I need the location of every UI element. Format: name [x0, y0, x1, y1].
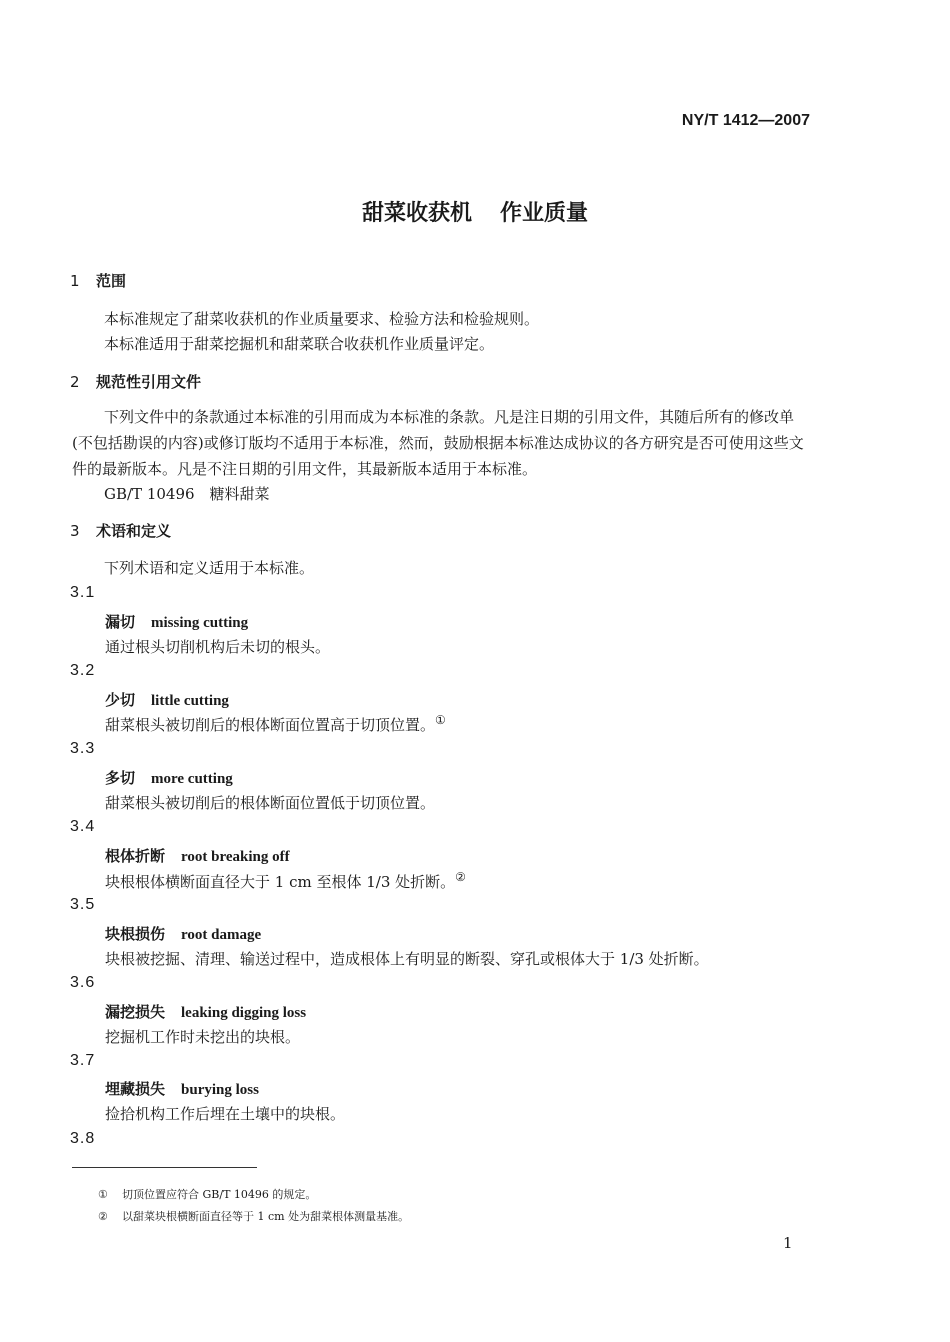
page-number: 1 [783, 1234, 793, 1252]
document-title [0, 196, 950, 227]
term-definition: 挖掘机工作时未挖出的块根。 [105, 1028, 301, 1046]
term-heading: 块根损伤 root damage [105, 925, 262, 943]
term-heading: 多切 more cutting [105, 769, 233, 787]
section-1-paragraph-2: 本标准适用于甜菜挖掘机和甜菜联合收获机作业质量评定。 [104, 335, 495, 353]
footnote: ① 切顶位置应符合 GB/T 10496 的规定。 [98, 1188, 317, 1201]
term-heading: 埋藏损失 burying loss [105, 1080, 259, 1098]
clause-number: 3.3 [70, 740, 96, 757]
title-part-2: 作业质量 [500, 201, 589, 226]
term-definition: 通过根头切削机构后未切的根头。 [105, 638, 331, 656]
term-heading: 少切 little cutting [105, 691, 229, 709]
term-heading: 根体折断 root breaking off [105, 847, 290, 865]
term-definition: 块根根体横断面直径大于 1 cm 至根体 1/3 处折断。② [105, 870, 466, 891]
term-heading: 漏切 missing cutting [105, 613, 249, 631]
clause-number: 3.2 [70, 662, 96, 679]
clause-number: 3.7 [70, 1052, 96, 1069]
clause-number: 3.4 [70, 818, 96, 835]
section-1-paragraph-1: 本标准规定了甜菜收获机的作业质量要求、检验方法和检验规则。 [104, 310, 540, 328]
term-definition: 块根被挖掘、清理、输送过程中，造成根体上有明显的断裂、穿孔或根体大于 1/3 处折断。 [105, 950, 709, 968]
clause-number: 3.5 [70, 896, 96, 913]
section-3-heading: 3 术语和定义 [70, 522, 172, 540]
term-definition: 捡拾机构工作后埋在土壤中的块根。 [105, 1105, 346, 1123]
section-3-intro: 下列术语和定义适用于本标准。 [104, 559, 315, 577]
term-heading: 漏挖损失 leaking digging loss [105, 1003, 307, 1021]
normative-reference: GB/T 10496 糖料甜菜 [104, 485, 270, 503]
term-definition: 甜菜根头被切削后的根体断面位置低于切顶位置。 [105, 794, 436, 812]
clause-number: 3.6 [70, 974, 96, 991]
section-2-heading: 2 规范性引用文件 [70, 373, 202, 391]
footnote: ② 以甜菜块根横断面直径等于 1 cm 处为甜菜根体测量基准。 [98, 1210, 410, 1223]
footnote-divider [72, 1167, 257, 1168]
standard-number: NY/T 1412—2007 [681, 112, 810, 129]
section-2-paragraph: 下列文件中的条款通过本标准的引用而成为本标准的条款。凡是注日期的引用文件，其随后所有的修改单(不包括勘误的内容)或修订版均不适用于本标准，然而，鼓励根据本标准达成协议的各方研究是否可使用这些文件的最新版本。凡是不注日期的引用文件，其最新版本适用于本标准。 [72, 408, 804, 478]
footnote-ref[interactable]: ① [435, 713, 446, 727]
section-1-heading: 1 范围 [70, 272, 127, 290]
title-part-1: 甜菜收获机 [361, 201, 472, 226]
clause-number: 3.1 [70, 584, 96, 601]
clause-number: 3.8 [70, 1130, 96, 1147]
footnote-ref[interactable]: ② [455, 870, 466, 884]
term-definition: 甜菜根头被切削后的根体断面位置高于切顶位置。① [105, 713, 446, 734]
